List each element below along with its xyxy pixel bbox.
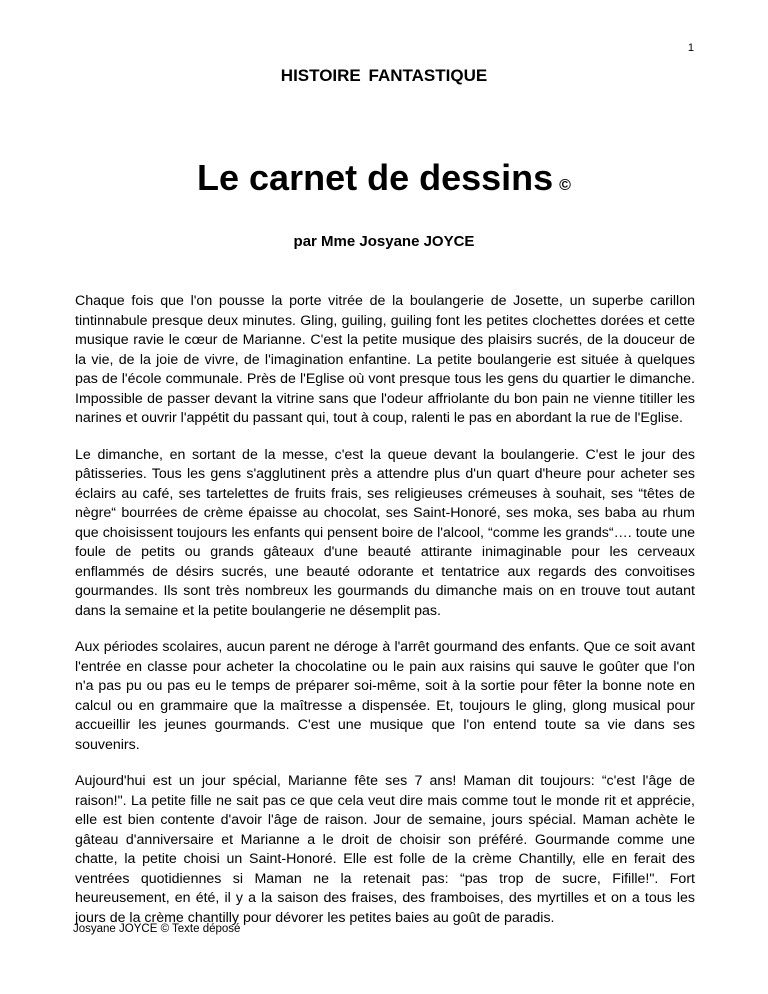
page-number: 1 (687, 42, 694, 54)
paragraph: Le dimanche, en sortant de la messe, c'est la queue devant la boulangerie. C'est le jour des pâtisseries. Tous les gens s'agglutinent près a attendre plus d'un quart d'heure pour acheter ses éclairs au café, ses tartelettes de fruits frais, ses religieuses crémeuses à souhait, ses “têtes de nègre“ bourrées de crème épaisse au chocolat, ses Saint-Honoré, ses moka, ses baba au rhum que choisissent toujours les enfants qui pensent boire de l'alcool, “comme les grands“…. toute une foule de petits ou grands gâteaux d'une beauté attirante inimaginable pour les cerveaux enflammés de désirs sucrés, une beauté odorante et tentatrice aux regards des convoitises gourmandes. Ils sont très nombreux les gourmands du dimanche mais on en trouve tout autant dans la semaine et la petite boulangerie ne désemplit pas. (75, 446, 695, 619)
document-title: Le carnet de dessins (197, 157, 554, 198)
copyright-symbol: © (559, 177, 571, 194)
paragraph: Chaque fois que l'on pousse la porte vitrée de la boulangerie de Josette, un superbe carillon tintinnabule presque deux minutes. Gling, guiling, guiling font les petites clochettes dorées et cette musique ravie le cœur de Marianne. C'est la petite musique des plaisirs sucrés, de la douceur de la vie, de la joie de vivre, de l'imagination enfantine. La petite boulangerie est située à quelques pas de l'école communale. Près de l'Eglise où vont presque tous les gens du quartier le dimanche. Impossible de passer devant la vitrine sans que l'odeur affriolante du bon pain ne vienne titiller les narines et ouvrir l'appétit du passant qui, tout à coup, ralenti le pas en abordant la rue de l'Eglise. (75, 293, 695, 426)
paragraph: Aux périodes scolaires, aucun parent ne déroge à l'arrêt gourmand des enfants. Que ce soit avant l'entrée en classe pour acheter la chocolatine ou le pain aux raisins qui sauve le goûter que l'on n'a pas pu ou pas eu le temps de préparer soi-même, soit à la sortie pour fêter la bonne note en calcul ou en grammaire que la maîtresse a dispensée. Et, toujours le gling, glong musical pour accueillir les jeunes gourmands. C'est une musique que l'on entend toute sa vie dans ses souvenirs. (75, 639, 695, 753)
paragraph: Aujourd'hui est un jour spécial, Marianne fête ses 7 ans! Maman dit toujours: “c'est l'âge de raison!". La petite fille ne sait pas ce que cela veut dire mais comme tout le monde rit et apprécie, elle est bien contente d'avoir l'âge de raison. Jour de semaine, jours spécial. Maman achète le gâteau d'anniversaire et Marianne a le droit de choisir son préféré. Gourmande comme une chatte, la petite choisi un Saint-Honoré. Elle est folle de la crème Chantilly, elle en ferait des ventrées quotidiennes si Maman ne la retenait pas: “pas trop de sucre, Fifille!". Fort heureusement, en été, il y a la saison des fraises, des framboises, des myrtilles et on a tous les jours de la crème chantilly pour dévorer les petites baies au goût de paradis. (75, 773, 695, 926)
title-row (0, 157, 768, 199)
section-label: HISTOIRE FANTASTIQUE (280, 66, 488, 85)
byline: par Mme Josyane JOYCE (293, 233, 475, 250)
body-text (75, 292, 695, 945)
footer: Josyane JOYCE © Texte déposé (73, 923, 241, 935)
